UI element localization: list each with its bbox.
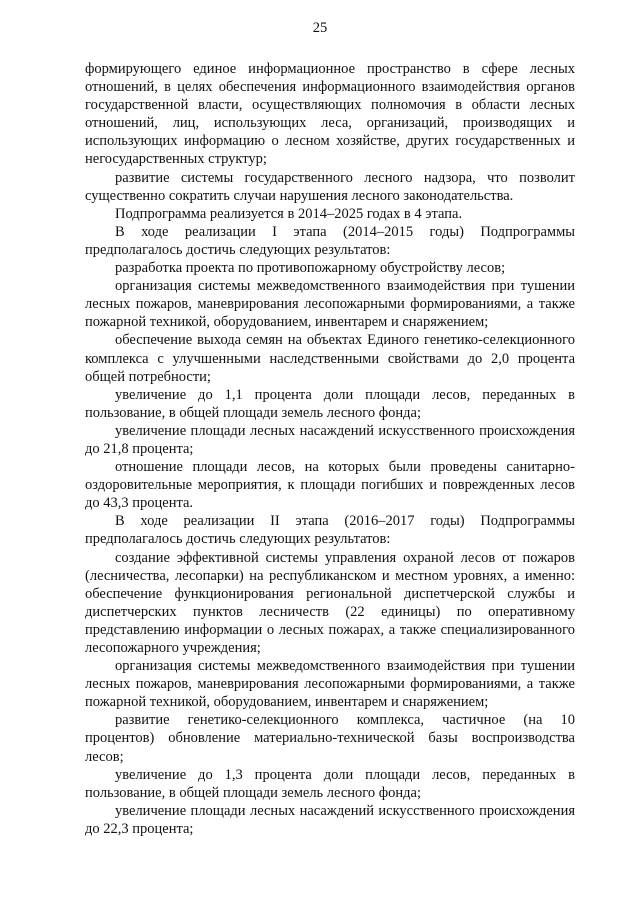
paragraph-stage-1-item-2: организация системы межведомственного взаимодействия при тушении лесных пожаров, маневрирования лесопожарными формированиями, а также пожарной техникой, оборудованием, инвентарем и снаряжением; (85, 278, 575, 331)
paragraph-stage-2-item-4: увеличение до 1,3 процента доли площади лесов, переданных в пользование, в общей площади земель лесного фонда; (85, 766, 575, 801)
document-body (85, 60, 575, 838)
paragraph-stage-1-item-1: разработка проекта по противопожарному обустройству лесов; (115, 260, 506, 277)
paragraph-stage-1-item-6: отношение площади лесов, на которых были проведены санитарно-оздоровительные мероприятия, к площади погибших и поврежденных лесов до 43,3 процента. (85, 459, 575, 512)
paragraph-program-stages: Подпрограмма реализуется в 2014–2025 годах в 4 этапа. (115, 205, 463, 222)
paragraph-stage-2-item-5: увеличение площади лесных насаждений искусственного происхождения до 22,3 процента; (85, 802, 575, 837)
paragraph-continuation: формирующего единое информационное пространство в сфере лесных отношений, в целях обеспечения информационного взаимодействия органов государственной власти, осуществляющих полномочия в области лесных отношений, лиц, использующих леса, организаций, производящих и использующих информацию о лесном хозяйстве, других государственных и негосударственных структур; (85, 61, 575, 168)
paragraph-stage-1-intro: В ходе реализации I этапа (2014–2015 годы) Подпрограммы предполагалось достичь следующих результатов: (85, 223, 575, 258)
paragraph-stage-1-item-4: увеличение до 1,1 процента доли площади лесов, переданных в пользование, в общей площади земель лесного фонда; (85, 386, 575, 421)
paragraph-stage-1-item-3: обеспечение выхода семян на объектах Единого генетико-селекционного комплекса с улучшенными наследственными свойствами до 2,0 процента общей потребности; (85, 332, 575, 385)
paragraph-stage-2-intro: В ходе реализации II этапа (2016–2017 годы) Подпрограммы предполагалось достичь следующих результатов: (85, 513, 575, 548)
paragraph-stage-1-item-5: увеличение площади лесных насаждений искусственного происхождения до 21,8 процента; (85, 422, 575, 457)
paragraph-stage-2-item-1: создание эффективной системы управления охраной лесов от пожаров (лесничества, лесопарки) на республиканском и местном уровнях, а именно: обеспечение функционирования региональной диспетчерской службы и диспетчерских пунктов лесничеств (22 единицы) по оперативному представлению информации о лесных пожарах, а также специализированного лесопожарного учреждения; (85, 549, 575, 656)
paragraph-stage-2-item-3: развитие генетико-селекционного комплекса, частичное (на 10 процентов) обновление материально-технической базы воспроизводства лесов; (85, 712, 575, 765)
page-number: 25 (312, 20, 328, 36)
paragraph-stage-2-item-2: организация системы межведомственного взаимодействия при тушении лесных пожаров, маневрирования лесопожарными формированиями, а также пожарной техникой, оборудованием, инвентарем и снаряжением; (85, 658, 575, 711)
paragraph-forest-supervision: развитие системы государственного лесного надзора, что позволит существенно сократить случаи нарушения лесного законодательства. (85, 169, 575, 204)
